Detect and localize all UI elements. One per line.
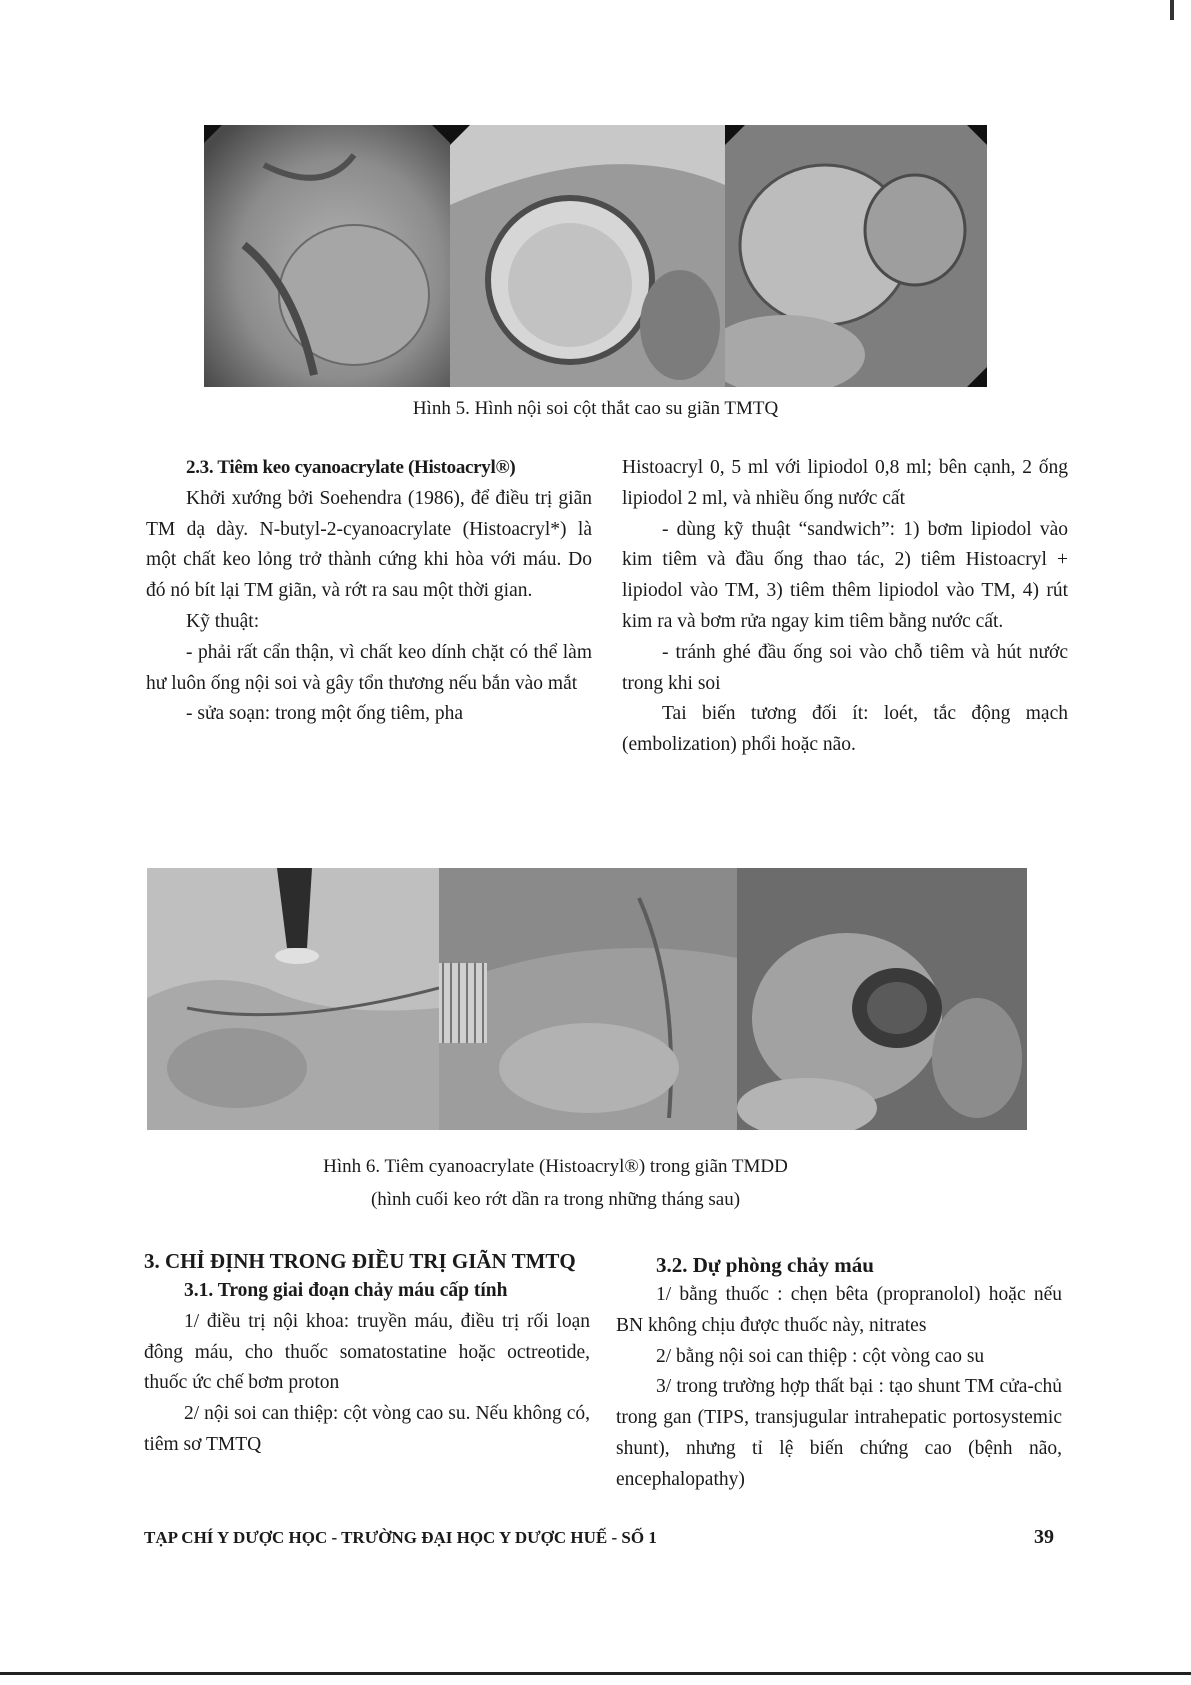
paragraph: Histoacryl 0, 5 ml với lipiodol 0,8 ml; bên cạnh, 2 ống lipiodol 2 ml, và nhiều ống nước cất (622, 457, 1068, 509)
endoscopy-photo-cyanoacrylate-2 (439, 868, 737, 1130)
paragraph: Khởi xướng bởi Soehendra (1986), để điều trị giãn TM dạ dày. N-butyl-2-cyanoacrylate (Histoacryl*) là một chất keo lỏng trở thành cứng khi hòa với máu. Do đó nó bít lại TM giãn, và rớt ra sau một thời gian. (146, 487, 592, 602)
endoscopy-photo-cyanoacrylate-3 (737, 868, 1027, 1130)
journal-name: TẠP CHÍ Y DƯỢC HỌC - TRƯỜNG ĐẠI HỌC Y DƯỢC HUẾ - SỐ 1 (144, 1528, 657, 1547)
figure-6-caption-line-2: (hình cuối keo rớt dần ra trong những tháng sau) (370, 1189, 741, 1210)
figure-6-images (147, 868, 1027, 1130)
page-number: 39 (1034, 1526, 1054, 1548)
paragraph: - tránh ghé đầu ống soi vào chỗ tiêm và hút nước trong khi soi (622, 641, 1068, 694)
section-2-3-right-column (622, 453, 1068, 761)
section-3-2-title: 3.2. Dự phòng chảy máu (656, 1253, 874, 1277)
list-item: 3/ trong trường hợp thất bại : tạo shunt TM cửa-chủ trong gan (TIPS, transjugular intrahepatic portosystemic shunt), nhưng tỉ lệ biến chứng cao (bệnh não, encephalopathy) (616, 1376, 1062, 1490)
paragraph: - sửa soạn: trong một ống tiêm, pha (186, 703, 464, 725)
paragraph: Tai biến tương đối ít: loét, tắc động mạch (embolization) phổi hoặc não. (622, 703, 1068, 756)
list-item: 2/ bằng nội soi can thiệp : cột vòng cao su (656, 1345, 985, 1367)
section-3-title: 3. CHỈ ĐỊNH TRONG ĐIỀU TRỊ GIÃN TMTQ (144, 1249, 576, 1273)
endoscopy-photo-band-ligation-2 (450, 125, 725, 387)
paragraph: - dùng kỹ thuật “sandwich”: 1) bơm lipiodol vào kim tiêm và đầu ống thao tác, 2) tiêm Histoacryl + lipiodol vào TM, 3) tiêm thêm lipiodol vào TM, 4) rút kim ra và bơm rửa ngay kim tiêm bằng nước cất. (622, 518, 1068, 632)
list-item: 1/ điều trị nội khoa: truyền máu, điều trị rối loạn đông máu, cho thuốc somatostatine hoặc octreotide, thuốc ức chế bơm proton (144, 1310, 590, 1394)
endoscopy-photo-band-ligation-1 (204, 125, 450, 387)
paragraph: - phải rất cẩn thận, vì chất keo dính chặt có thể làm hư luôn ống nội soi và gây tổn thương nếu bắn vào mắt (146, 641, 592, 694)
scan-edge-line (0, 1672, 1191, 1675)
figure-5-images (204, 125, 987, 387)
endoscopy-photo-band-ligation-3 (725, 125, 987, 387)
section-2-3-title: 2.3. Tiêm keo cyanoacrylate (Histoacryl®) (186, 457, 516, 478)
section-3-left-column (144, 1246, 590, 1461)
figure-6-caption-line-1: Hình 6. Tiêm cyanoacrylate (Histoacryl®) trong giãn TMDD (323, 1156, 788, 1177)
section-3-1-title: 3.1. Trong giai đoạn chảy máu cấp tính (184, 1280, 508, 1301)
scan-edge-mark (1170, 0, 1174, 20)
paragraph: Kỹ thuật: (186, 610, 260, 632)
figure-5-caption: Hình 5. Hình nội soi cột thắt cao su giãn TMTQ (412, 398, 779, 419)
endoscopy-photo-cyanoacrylate-1 (147, 868, 439, 1130)
section-3-right-column (616, 1250, 1062, 1496)
section-2-3-left-column (146, 453, 592, 730)
list-item: 1/ bằng thuốc : chẹn bêta (propranolol) hoặc nếu BN không chịu được thuốc này, nitrates (616, 1284, 1062, 1336)
list-item: 2/ nội soi can thiệp: cột vòng cao su. Nếu không có, tiêm sơ TMTQ (144, 1403, 590, 1455)
